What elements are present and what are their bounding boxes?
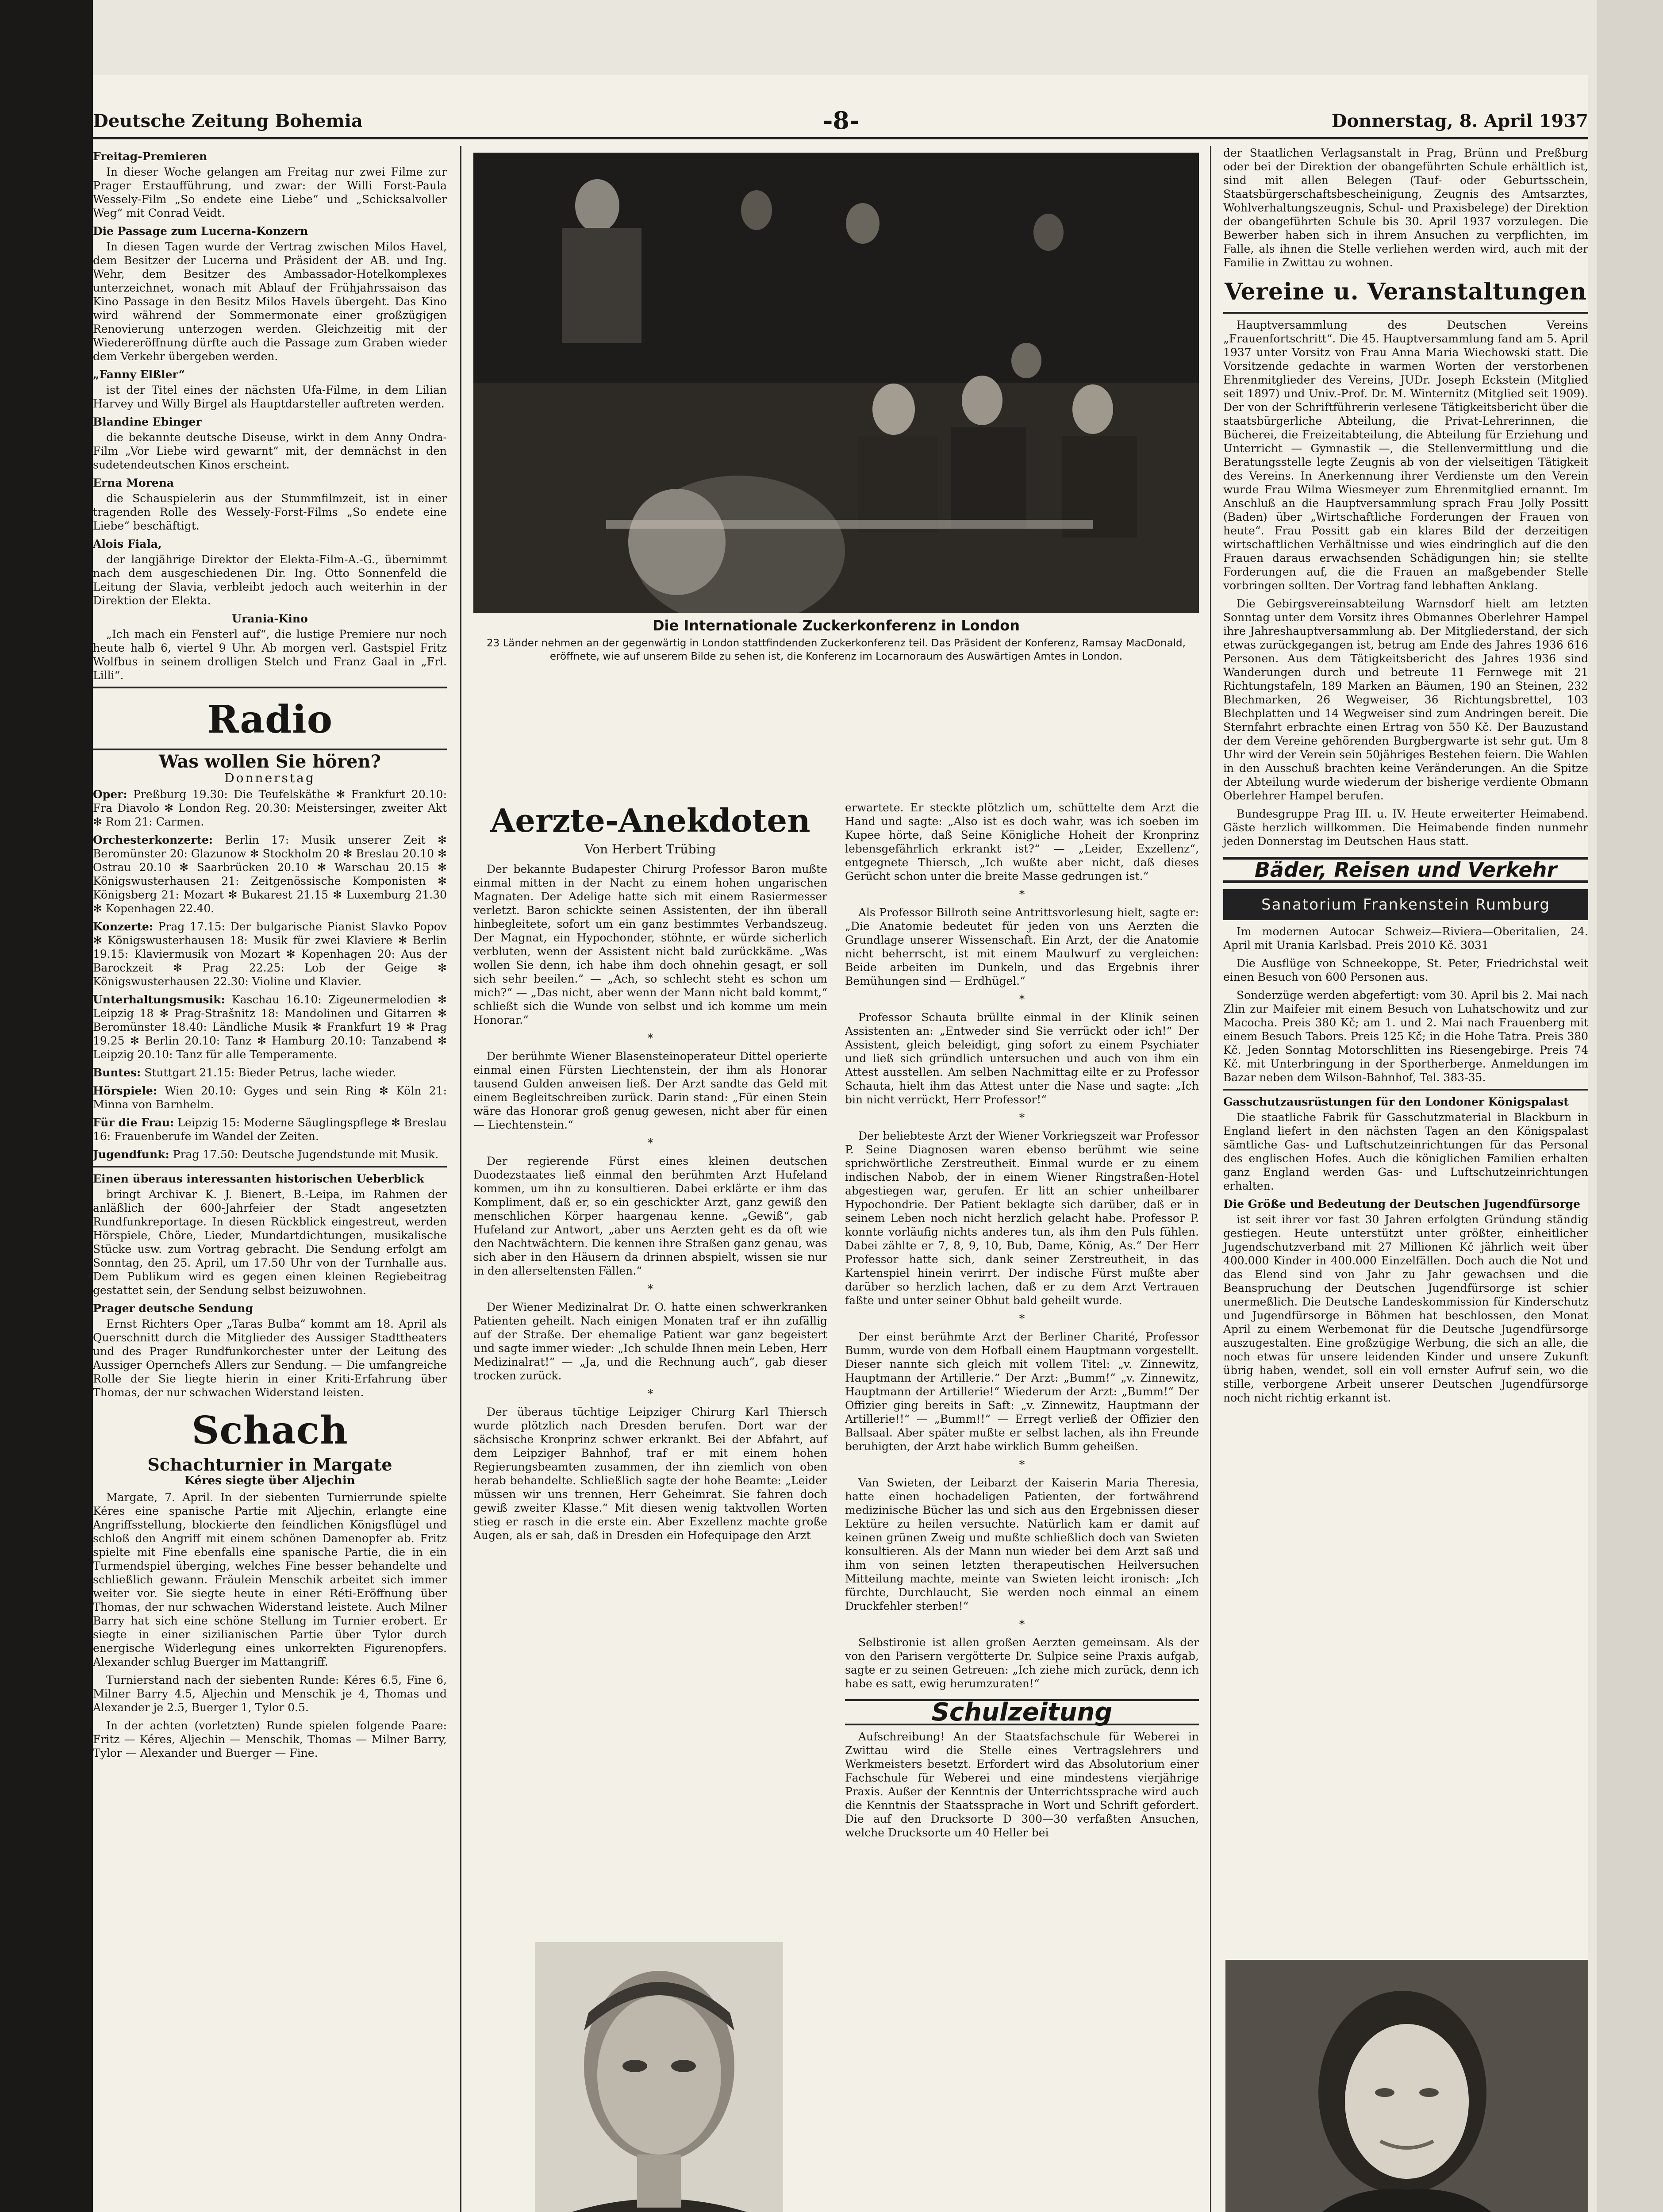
programme-key: Oper: [93,788,127,801]
item-title: Die Passage zum Lucerna-Konzern [93,225,308,238]
programme-value: Wien 20.10: Gyges und sein Ring ✻ Köln 21: Minna von Barnhelm. [93,1084,447,1111]
item-title: Blandine Ebinger [93,415,202,428]
baeder-paragraph: Sonderzüge werden abgefertigt: vom 30. April bis 2. Mai nach Zlin zur Maifeier mit einem Besuch von Luhatschowitz und zur Macocha. Preis 380 Kč; am 1. und 2. Mai nach Frauenberg mit einem Besuch Tabors. Preis 125 Kč; in die Hohe Tatra. Preis 380 Kč. Jeden Sonntag Motorschlitten ins Riesengebirge. Preis 74 Kč. mit Unterbringung in der Sportherberge. Anmeldungen im Bazar neben dem Wilson-Bahnhof, Tel. 383-35. [1223,989,1588,1084]
newspaper-page [93,75,1588,2212]
schulzeitung-text: Aufschreibung! An der Staatsfachschule für Weberei in Zwittau wird die Stelle eines Vertragslehrers und Werkmeisters besetzt. Erfordert wird das Absolutorium einer Fachschule für Weberei und eine mindestens vierjährige Praxis. Außer der Kenntnis der Unterrichtssprache wird auch die Kenntnis der Staatssprache in Wort und Schrift gefordert. Die auf den Drucksorte D 300—30 verfaßten Ansuchen, welche Drucksorte um 40 Heller bei [845,1730,1199,1839]
baeder-heading: Bäder, Reisen und Verkehr [1223,857,1588,883]
programme-key: Orchesterkonzerte: [93,833,213,846]
separator: * [647,1283,653,1295]
article-paragraph: Der regierende Fürst eines kleinen deutschen Duodezstaates ließ einmal den berühmten Arzt Hufeland kommen, um ihn zu konsultieren. Dabei erklärte er ihm das Kompliment, daß er, so ein geschickter Arzt, ganz gewiß den menschlichen Körper haargenau kenne. „Gewiß“, gab Hufeland zur Antwort, „aber uns Aerzten geht es da oft wie den Nachtwächtern. Die kennen ihre Straßen ganz genau, was sich aber in den Häusern da drinnen abspielt, wissen sie nur in den allerseltensten Fällen.“ [473,1155,827,1277]
item-text: „Ich mach ein Fensterl auf“, die lustige Premiere nur noch heute halb 6, viertel 9 Uhr. Ab morgen verl. Gastspiel Fritz Wolfbus in seinem drolligen Stelch und Franz Gaal in „Frl. Lilli“. [93,628,447,682]
item-text: die Schauspielerin aus der Stummfilmzeit, ist in einer tragenden Rolle des Wessely-Forst-Films „So endete eine Liebe“ beschäftigt. [93,492,447,532]
separator: * [1019,888,1025,901]
divider [93,749,447,750]
kaethe-dorsch-photo [1225,1960,1588,2212]
schach-standings: Turnierstand nach der siebenten Runde: Kéres 6.5, Fine 6, Milner Barry 4.5, Aljechin und Menschik je 4, Thomas und Alexander je 2.5, Buerger 1, Tylor 0.5. [93,1674,447,1714]
radio-programme [93,787,447,1161]
programme-key: Unterhaltungsmusik: [93,993,225,1006]
article-paragraph: Der berühmte Wiener Blasensteinoperateur Dittel operierte einmal einen Fürsten Liechtenstein, der ihm als Honorar tausend Gulden anweisen ließ. Der Arzt sandte das Geld mit einem Begleitschreiben zurück. Darin stand: „Für einen Stein wäre das Honorar groß genug gewesen, nicht aber für einen — Liechtenstein.“ [473,1050,827,1131]
item-text: Die staatliche Fabrik für Gasschutzmaterial in Blackburn in England liefert in den nächsten Tagen an den Königspalast sämtliche Gas- und Luftschutzeinrichtungen für das Personal des englischen Hofes. Auch die königlichen Familien erhalten ganz England werden Gas- und Luftschutzeinrichtungen erhalten. [1223,1111,1588,1192]
article-title: Aerzte-Anekdoten [490,802,810,839]
baeder-paragraph: Die Ausflüge von Schneekoppe, St. Peter, Friedrichstal weit einen Besuch von 600 Personen aus. [1223,957,1588,983]
conference-photo [473,153,1199,613]
article-paragraph: Als Professor Billroth seine Antrittsvorlesung hielt, sagte er: „Die Anatomie bedeutet für jeden von uns Aerzten die Grundlage unserer Wissenschaft. Ein Arzt, der die Anatomie nicht beherrscht, ist mit einem Maulwurf zu vergleichen: Beide arbeiten im Dunkeln, und das Ergebnis ihrer Bemühungen sind — Erdhügel.“ [845,906,1199,987]
programme-key: Jugendfunk: [93,1148,169,1161]
conference-photo-caption: 23 Länder nehmen an der gegenwärtig in London stattfindenden Zuckerkonferenz teil. Das Präsident der Konferenz, Ramsay MacDonald, eröffnete, wie auf unserem Bilde zu sehen ist, die Konferenz im Locarnoraum des Auswärtigen Amtes in London. [487,637,1186,662]
separator: * [1019,1458,1025,1471]
article-paragraph: Der Wiener Medizinalrat Dr. O. hatte einen schwerkranken Patienten geheilt. Nach einigen Monaten traf er ihn zufällig auf der Straße. Der ehemalige Patient war ganz begeistert und sagte immer wieder: „Ich schulde Ihnen mein Leben, Herr Medizinalrat!“ — „Ja, und die Rechnung auch“, gab dieser trocken zurück. [473,1301,827,1382]
sanatorium-ad: Sanatorium Frankenstein Rumburg [1223,889,1588,920]
col4-intro: der Staatlichen Verlagsanstalt in Prag, Brünn und Preßburg oder bei der Direktion der obangeführten Schule erhältlich ist, sind mit allen Belegen (Tauf- oder Geburtsschein, Staatsbürgerschaftsbescheinigung, Zeugnis des Amtsarztes, Wohlverhaltungszeugnis, Schul- und Praxisbelege) der Direktion der obangeführten Schule bis 30. April 1937 vorzulegen. Die Bewerber haben sich in ihrem Ansuchen zu verpflichten, im Falle, als ihnen die Stelle verliehen werden wird, auch mit der Familie in Zwittau zu wohnen. [1223,146,1588,269]
item-text: Ernst Richters Oper „Taras Bulba“ kommt am 18. April als Querschnitt durch die Mitglieder des Aussiger Stadttheaters und des Prager Rundfunkorchester unter der Leitung des Aussiger Opernchefs Allers zur Sendung. — Die umfangreiche Rolle der Sie liegte hierin in einer Kriti-Erfahrung über Thomas, der nur schwachen Widerstand leisten. [93,1317,447,1399]
item-text: bringt Archivar K. J. Bienert, B.-Leipa, im Rahmen der anläßlich der 600-Jahrfeier der Stadt angesetzten Rundfunkreportage. In diesen Rückblick eingestreut, werden Hörspiele, Chöre, Lieder, Mundartdichtungen, musikalische Stücke usw. zum Vortrag gebracht. Die Sendung erfolgt am Sonntag, den 25. April, um 17.50 Uhr von der Turnhalle aus. Dem Publikum wird es gegen einen kleinen Regiebeitrag gestattet sein, der Sendung selbst beizuwohnen. [93,1188,447,1297]
separator: * [647,1387,653,1400]
vereine-heading: Vereine u. Veranstaltungen [1224,278,1587,305]
page-header [93,106,1588,139]
article-column-2 [845,801,1199,1844]
item-title: Erna Morena [93,476,174,489]
programme-value: Prag 17.50: Deutsche Jugendstunde mit Musik. [173,1148,439,1161]
separator: * [647,1032,653,1045]
programme-value: Leipzig 15: Moderne Säuglingspflege ✻ Breslau 16: Frauenberufe im Wandel der Zeiten. [93,1116,447,1143]
item-title: Die Größe und Bedeutung der Deutschen Jugendfürsorge [1223,1198,1581,1210]
programme-value: Berlin 17: Musik unserer Zeit ✻ Beromünster 20: Glazunow ✻ Stockholm 20 ✻ Breslau 20.10 ✻ Ostrau 20.10 ✻ Saarbrücken 20.10 ✻ Warschau 20.15 ✻ Königswusterhausen 21: Zeitgenössische Komponisten ✻ Königsberg 21: Mozart ✻ Bukarest 21.15 ✻ Luxemburg 21.30 ✻ Kopenhagen 22.40. [93,833,447,915]
scan-border-left [0,0,93,2212]
separator: * [647,1137,653,1149]
separator: * [1019,1312,1025,1325]
divider [1223,1089,1588,1091]
divider [1223,312,1588,314]
programme-key: Buntes: [93,1066,141,1079]
item-text: die bekannte deutsche Diseuse, wirkt in dem Anny Ondra-Film „Vor Liebe wird gewarnt“ mit, der demnächst in den sudetendeutschen Kinos erscheint. [93,431,447,471]
divider [93,1166,447,1167]
article-paragraph: Selbstironie ist allen großen Aerzten gemeinsam. Als der von den Parisern vergötterte Dr. Sulpice seine Praxis aufgab, sagte er zu seinen Getreuen: „Ich ziehe mich zurück, denn ich habe es satt, ewig herumzuraten!“ [845,1636,1199,1690]
schach-subheading-2: Kéres siegte über Aljechin [184,1474,355,1487]
vereine-paragraph: Bundesgruppe Prag III. u. IV. Heute erweiterter Heimabend. Gäste herzlich willkommen. Die Heimabende finden nunmehr jeden Donnerstag im Deutschen Haus statt. [1223,807,1588,848]
radio-heading: Radio [207,697,333,742]
schach-next-round: In der achten (vorletzten) Runde spielen folgende Paare: Fritz — Kéres, Aljechin — Menschik, Thomas — Milner Barry, Tylor — Alexander und Buerger — Fine. [93,1719,447,1759]
column-film-radio-schach [93,146,447,1764]
item-title: Freitag-Premieren [93,150,207,163]
programme-key: Hörspiele: [93,1084,157,1097]
issue-date: Donnerstag, 8. April 1937 [1331,111,1588,131]
item-text: ist der Titel eines der nächsten Ufa-Filme, in dem Lilian Harvey und Willy Birgel als Hauptdarsteller auftreten werden. [93,384,447,410]
separator: * [1019,993,1025,1006]
column-rule [460,146,461,2212]
item-text: In diesen Tagen wurde der Vertrag zwischen Milos Havel, dem Besitzer der Lucerna und Präsident der AB. und Ing. Wehr, dem Besitzer des Ambassador-Hotelkomplexes unterzeichnet, wonach mit Ablauf der Frühjahrssaison das Kino Passage in den Besitz Milos Havels übergeht. Das Kino wird während der Sommermonate einer großzügigen Renovierung unterzogen werden. Gleichzeitig mit der Wiedereröffnung dürfte auch die Passage zum Graben wieder dem Verkehr übergeben werden. [93,240,447,363]
radio-day: Donnerstag [224,771,315,785]
fritz-busch-photo-block [535,1942,783,2212]
radio-subheading: Was wollen Sie hören? [158,751,381,772]
item-title: „Fanny Elßler“ [93,368,185,381]
item-title: Urania-Kino [232,612,308,625]
fritz-busch-photo [535,1942,783,2212]
column-vereine-baeder [1223,146,1588,1409]
article-paragraph: Der überaus tüchtige Leipziger Chirurg Karl Thiersch wurde plötzlich nach Dresden berufen. Dort war der sächsische Kronprinz schwer erkrankt. Bei der Abfahrt, auf dem Leipziger Bahnhof, traf er mit einem hohen Regierungsbeamten zusammen, der ihn ziemlich von oben herab behandelte. Schließlich sagte der hohe Beamte: „Leider müssen wir uns trennen, Herr Geheimrat. Sie fahren doch gewiß zweiter Klasse.“ Mit diesen wenig taktvollen Worten stieg er rasch in die erste ein. Aber Exzellenz machte große Augen, als er sah, daß in Dresden ein Hofequipage den Arzt [473,1406,827,1542]
column-rule [1210,146,1211,2212]
item-text: ist seit ihrer vor fast 30 Jahren erfolgten Gründung ständig gestiegen. Heute unterstützt unter größter, einheitlicher Jugendschutzverband mit 27 Millionen Kč jährlich weit über 400.000 Kinder in 400.000 Einzelfällen. Doch auch die Not und das Elend sind von Jahr zu Jahr gewachsen und die Beanspruchung der Deutschen Jugendfürsorge ist schier unermeßlich. Die Deutsche Landeskommission für Kinderschutz und Jugendfürsorge in Böhmen hat beschlossen, den Monat April zu einem Werbemonat für die Deutsche Jugendfürsorge auszugestalten. Eine großzügige Werbung, die sich an alle, die noch etwas für unsere leidenden Kinder und unsere Zukunft übrig haben, wendet, soll ein voll ernster Aufruf sein, wo die stille, verborgene Arbeit unserer Deutschen Jugendfürsorge noch nicht richtig erkannt ist. [1223,1213,1588,1404]
programme-value: Stuttgart 21.15: Bieder Petrus, lache wieder. [144,1066,396,1079]
item-title: Alois Fiala, [93,538,162,550]
article-column-1 [473,801,827,1547]
masthead: Deutsche Zeitung Bohemia [93,111,363,131]
article-paragraph: Der bekannte Budapester Chirurg Professor Baron mußte einmal mitten in der Nacht zu einem hohen ungarischen Magnaten. Der Adelige hatte sich mit einem Rasiermesser verletzt. Baron schickte seinen Assistenten, der ihn überall hinbegleitete, sofort um ein ganz bestimmtes Verbandszeug. Der Magnat, ein Hypochonder, stöhnte, er würde sicherlich verbluten, wenn der Assistent nicht bald zurückkäme. „Was wollen Sie denn, ich habe ihm doch ohnehin gesagt, er soll sich sehr beeilen.“ — „Ach, so schlecht steht es schon um mich?“ — „Das nicht, aber wenn der Mann nicht bald kommt,“ schließt sich die Wunde von selbst und ich komme um mein Honorar.“ [473,863,827,1026]
article-paragraph: Der beliebteste Arzt der Wiener Vorkriegszeit war Professor P. Seine Diagnosen waren ebenso berühmt wie seine sprichwörtliche Zerstreutheit. Einmal wurde er zu einem indischen Nabob, der in einem Wiener Ringstraßen-Hotel abgestiegen war, gerufen. Er litt an schier unheilbarer Hypochondrie. Der Patient beklagte sich darüber, daß er in seinem Leben noch nicht herzlich gelacht habe. Professor P. konnte vorläufig nichts anderes tun, als ihm den Puls fühlen. Dabei zählte er 7, 8, 9, 10, Bub, Dame, König, As.“ Der Herr Professor hatte sich, dank seiner Zerstreutheit, in das Kartenspiel hinein verirrt. Der indische Fürst mußte aber darüber so herzlich lachen, daß er zu dem Arzt Vertrauen faßte und unter seiner Obhut bald geheilt wurde. [845,1129,1199,1307]
article-paragraph: Professor Schauta brüllte einmal in der Klinik seinen Assistenten an: „Entweder sind Sie verrückt oder ich!“ Der Assistent, gleich beleidigt, ging sofort zu einem Psychiater und ließ sich gründlich untersuchen und auch von ihm ein Attest ausstellen. Am selben Nachmittag eilte er zu Professor Schauta, hielt ihm das Attest unter die Nase und sagte: „Ich bin nicht verrückt, Herr Professor!“ [845,1011,1199,1106]
conference-photo-block [473,153,1199,663]
baeder-paragraph: Im modernen Autocar Schweiz—Riviera—Oberitalien, 24. April mit Urania Karlsbad. Preis 2010 Kč. 3031 [1223,925,1588,952]
programme-value: Kaschau 16.10: Zigeunermelodien ✻ Leipzig 18 ✻ Prag-Strašnitz 18: Mandolinen und Gitarren ✻ Beromünster 18.40: Ländliche Musik ✻ Frankfurt 19 ✻ Prag 19.25 ✻ Berlin 20.10: Tanz ✻ Hamburg 20.10: Tanzabend ✻ Leipzig 20.10: Tanz für alle Temperamente. [93,993,447,1061]
fritz-busch-image [535,1942,783,2212]
programme-value: Preßburg 19.30: Die Teufelskäthe ✻ Frankfurt 20.10: Fra Diavolo ✻ London Reg. 20.30: Meistersinger, zweiter Akt ✻ Rom 21: Carmen. [93,788,447,828]
article-paragraph: Der einst berühmte Arzt der Berliner Charité, Professor Bumm, wurde von dem Hofball einem Hauptmann vorgestellt. Dieser nannte sich gleich mit vollem Titel: „v. Zinnewitz, Hauptmann der Artillerie.“ Der Arzt: „Bumm!“ „v. Zinnewitz, Hauptmann der Artillerie!“ Wiederum der Arzt: „Bumm!“ Der Offizier ging bereits in Saft: „v. Zinnewitz, Hauptmann der Artillerie!!“ — „Bumm!!“ — Erregt verließ der Offizier den Ballsaal. Aber später mußte er selbst lachen, als ihn Freunde beruhigten, der Arzt habe wirklich Bumm geheißen. [845,1330,1199,1453]
kaethe-dorsch-image [1225,1960,1588,2212]
schach-heading: Schach [192,1408,348,1453]
divider [93,687,447,688]
article-paragraph: erwartete. Er steckte plötzlich um, schüttelte dem Arzt die Hand und sagte: „Also ist es doch wahr, was ich soeben im Kupee hörte, daß Seine Königliche Hoheit der Kronprinz lebensgefährlich erkrankt ist?“ — „Leider, Exzellenz“, entgegnete Thiersch, „Ich wußte aber nicht, daß dieses Gerücht schon unter die breite Masse gedrungen ist.“ [845,801,1199,883]
kaethe-dorsch-photo-block [1225,1960,1588,2212]
programme-key: Für die Frau: [93,1116,174,1129]
item-title: Prager deutsche Sendung [93,1302,253,1315]
page-number: -8- [823,106,860,134]
separator: * [1019,1618,1025,1631]
conference-photo-title: Die Internationale Zuckerkonferenz in London [652,617,1020,634]
film-news [93,150,447,682]
schulzeitung-heading: Schulzeitung [845,1699,1199,1725]
programme-value: Prag 17.15: Der bulgarische Pianist Slavko Popov ✻ Königswusterhausen 18: Musik für zwei Klaviere ✻ Berlin 19.15: Klaviermusik von Mozart ✻ Kopenhagen 20: Aus der Barockzeit ✻ Prag 22.25: Lob der Geige ✻ Königswusterhausen 22.30: Violine und Klavier. [93,920,447,988]
item-text: In dieser Woche gelangen am Freitag nur zwei Filme zur Prager Erstaufführung, und zwar: der Willi Forst-Paula Wessely-Film „So endete eine Liebe“ und „Schicksalvoller Weg“ mit Conrad Veidt. [93,165,447,219]
article-paragraph: Van Swieten, der Leibarzt der Kaiserin Maria Theresia, hatte einen hochadeligen Patienten, der fortwährend medizinische Bücher las und sich aus den Ergebnissen dieser Lektüre zu heilen versuchte. Natürlich kam er damit auf keinen grünen Zweig und mußte schließlich doch van Swieten konsultieren. Als der Mann nun wieder bei dem Arzt saß und ihm von seinen letzten therapeutischen Heilversuchen Mitteilung machte, meinte van Swieten leicht ironisch: „Ich fürchte, Durchlaucht, Sie werden noch einmal an einem Druckfehler sterben!“ [845,1476,1199,1613]
item-text: der langjährige Direktor der Elekta-Film-A.-G., übernimmt nach dem ausgeschiedenen Dir. Ing. Otto Sonnenfeld die Leitung der Slavia, verbleibt jedoch auch weiterhin in der Direktion der Elekta. [93,553,447,607]
article-byline: Von Herbert Trübing [584,842,716,856]
vereine-paragraph: Die Gebirgsvereinsabteilung Warnsdorf hielt am letzten Sonntag unter dem Vorsitz ihres Obmannes Oberlehrer Hampel ihre Jahreshauptversammlung ab. Der Mitgliederstand, der sich etwas zurückgegangen ist, betrug am Ende des Jahres 1936 616 Personen. Aus dem Tätigkeitsbericht des Jahres 1936 sind Wanderungen durch und betreute 11 Fernwege mit 21 Richtungstafeln, 189 Marken an Bäumen, 190 an Steinen, 232 Blechmarken, 26 Wegweiser, 36 Richtungsbrettel, 103 Blechplatten und 14 Wegweiser sind zum Andringen bereit. Die Sternfahrt erbrachte einen Ertrag von 550 Kč. Der Bauzustand der dem Vereine gehörenden Burgbergwarte ist sehr gut. Um 8 Uhr wird der Verein sein 50jähriges Bestehen feiern. Die Wahlen in den Ausschuß brachten keine Veränderungen. An die Spitze der Abteilung wurde wiederum der bisherige verdiente Obmann Oberlehrer Hampel berufen. [1223,597,1588,802]
conference-photo-image [473,153,1199,613]
item-title: Gasschutzausrüstungen für den Londoner Königspalast [1223,1095,1569,1108]
scan-border-right [1597,0,1663,2212]
schach-text: Margate, 7. April. In der siebenten Turnierrunde spielte Kéres eine spanische Partie mit Aljechin, erlangte eine Angriffsstellung, blockierte den feindlichen Königsflügel und schloß den Angriff mit einem schönen Damenopfer ab. Fritz spielte mit Fine ebenfalls eine spanische Partie, die in ein Turmendspiel überging, welches Fine besser behandelte und schließlich gewann. Fräulein Menschik arbeitet sich immer weiter vor. Sie siegte heute in einer Réti-Eröffnung über Thomas, der nur schwachen Widerstand leistete. Auch Milner Barry hat sich eine schöne Stellung im Turnier erobert. Er siegte in einer sizilianischen Partie über Tylor durch energische Widerlegung eines unkorrekten Figurenopfers. Alexander schlug Buerger im Mattangriff. [93,1491,447,1668]
schach-subheading: Schachturnier in Margate [147,1455,392,1475]
separator: * [1019,1111,1025,1124]
programme-key: Konzerte: [93,920,153,933]
vereine-paragraph: Hauptversammlung des Deutschen Vereins „Frauenfortschritt“. Die 45. Hauptversammlung fand am 5. April 1937 unter Vorsitz von Frau Anna Maria Wiechowski statt. Die Vorsitzende gedachte in warmen Worten der verstorbenen Ehrenmitglieder des Vereins, JUDr. Joseph Eckstein (Mitglied seit 1897) und Univ.-Prof. Dr. M. Winternitz (Mitglied seit 1909). Der von der Schriftführerin verlesene Tätigkeitsbericht über die staatsbürgerliche Abteilung, die Privat-Lehrerinnen, die Bücherei, die Freizeitabteilung, die Abteilung für Erziehung und Unterricht — Gymnastik —, die Stellenvermittlung und die Beratungsstelle legte Zeugnis ab von der vielseitigen Tätigkeit des Vereins. In Anerkennung ihrer Verdienste um den Verein wurde Frau Wilma Wiesmeyer zum Ehrenmitglied ernannt. Im Anschluß an die Hauptversammlung sprach Frau Jolly Possitt (Baden) über „Wirtschaftliche Forderungen der Frauen von heute“. Frau Possitt gab ein klares Bild der derzeitigen wirtschaftlichen Verhältnisse und wies eindringlich auf die den Frauen daraus erwachsenden Schädigungen hin; sie stellte Forderungen auf, die die Frauen an maßgebender Stelle vorbringen sollten. Der Vortrag fand lebhaften Anklang. [1223,319,1588,592]
item-title: Einen überaus interessanten historischen Ueberblick [93,1172,424,1185]
